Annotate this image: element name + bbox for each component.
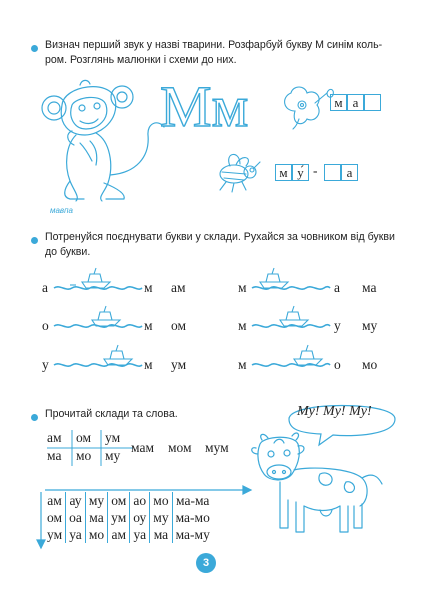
scheme-fly-box-3[interactable] <box>324 164 341 181</box>
instruction-1-line-2: ром. Розглянь малюнки і схеми до них. <box>45 54 237 66</box>
row-3-left-start: у <box>42 357 49 372</box>
table-cell: ум <box>47 526 63 542</box>
table-cell: ма-мо <box>172 509 213 526</box>
scheme-fly-box-4: а <box>341 164 358 181</box>
row-3-left-end: м <box>144 357 153 372</box>
row-1-right-start: м <box>238 280 247 295</box>
boat-wave-row-3-left <box>52 343 144 371</box>
scheme-poppy-box-3[interactable] <box>364 94 381 111</box>
table-cell: уа <box>66 526 86 543</box>
table-cell: ам <box>108 526 130 543</box>
scheme-poppy-box-1: м <box>330 94 347 111</box>
table-cell: ма-му <box>172 526 213 543</box>
table-cell: ом <box>47 509 63 525</box>
syllable-table <box>44 492 213 543</box>
boat-wave-row-2-left <box>52 304 144 332</box>
row-2-right-end: у <box>334 318 341 333</box>
row-1-right-result: ма <box>362 280 377 295</box>
boat-wave-row-2-right <box>250 304 332 332</box>
row-1-right-end: а <box>334 280 340 295</box>
monkey-caption: мавпа <box>50 206 73 215</box>
instruction-2-line-2: до букви. <box>45 246 91 258</box>
boat-wave-row-1-right <box>250 266 332 294</box>
speech-bubble-text: Му! Му! Му! <box>297 404 372 419</box>
word-3: мум <box>205 440 229 455</box>
table-cell: ма-ма <box>172 492 213 509</box>
scheme-fly-dash: - <box>313 163 318 178</box>
row-1-left-end: м <box>144 280 153 295</box>
syllable: ум <box>105 430 121 445</box>
table-cell: му <box>85 492 107 509</box>
poppy-flower-icon <box>277 81 337 131</box>
table-cell: ум <box>108 509 130 526</box>
cow-illustration <box>250 432 390 542</box>
row-1-left-result: ам <box>171 280 186 295</box>
table-cell: уа <box>130 526 150 543</box>
row-3-right-start: м <box>238 357 247 372</box>
instruction-2-line-1: Потренуйся поєднувати букви у склади. Рухайся за човником від букви <box>45 231 395 243</box>
row-3-left-result: ум <box>171 357 187 372</box>
bullet-1 <box>31 45 38 52</box>
row-2-left-result: ом <box>171 318 187 333</box>
table-cell: ам <box>47 492 62 508</box>
table-cell: оа <box>66 509 86 526</box>
table-cell: оу <box>130 509 150 526</box>
boat-wave-row-1-left <box>52 266 144 294</box>
syllable: мо <box>76 448 92 463</box>
syllable: ма <box>47 448 62 463</box>
syllable-grid-lines <box>47 430 137 470</box>
scheme-poppy-box-2: а <box>347 94 364 111</box>
big-letters-mm <box>160 74 270 139</box>
bullet-2 <box>31 237 38 244</box>
row-2-left-end: м <box>144 318 153 333</box>
word-2: мом <box>168 440 192 455</box>
syllable: му <box>105 448 121 463</box>
table-cell: мо <box>150 492 172 509</box>
table-cell: ом <box>108 492 130 509</box>
table-cell: мо <box>85 526 107 543</box>
fly-icon <box>210 150 270 195</box>
scheme-fly-box-1: м <box>275 164 292 181</box>
row-1-left-start: а <box>42 280 48 295</box>
row-3-right-result: мо <box>362 357 378 372</box>
table-cell: ау <box>66 492 86 509</box>
bullet-3 <box>31 414 38 421</box>
syllable: ам <box>47 430 62 445</box>
instruction-3: Прочитай склади та слова. <box>45 408 178 420</box>
table-cell: ао <box>130 492 150 509</box>
syllable: ом <box>76 430 92 445</box>
instruction-1-line-1: Визнач перший звук у назві тварини. Розфарбуй букву М синім коль- <box>45 39 383 51</box>
svg-text:Мм: Мм <box>160 74 249 139</box>
scheme-fly-box-2: у́ <box>292 164 309 181</box>
table-cell: му <box>150 509 172 526</box>
row-2-right-start: м <box>238 318 247 333</box>
row-2-right-result: му <box>362 318 378 333</box>
row-3-right-end: о <box>334 357 341 372</box>
page-number: 3 <box>196 553 216 573</box>
row-2-left-start: о <box>42 318 49 333</box>
word-1: мам <box>131 440 154 455</box>
table-cell: ма <box>150 526 172 543</box>
boat-wave-row-3-right <box>250 343 332 371</box>
table-cell: ма <box>85 509 107 526</box>
